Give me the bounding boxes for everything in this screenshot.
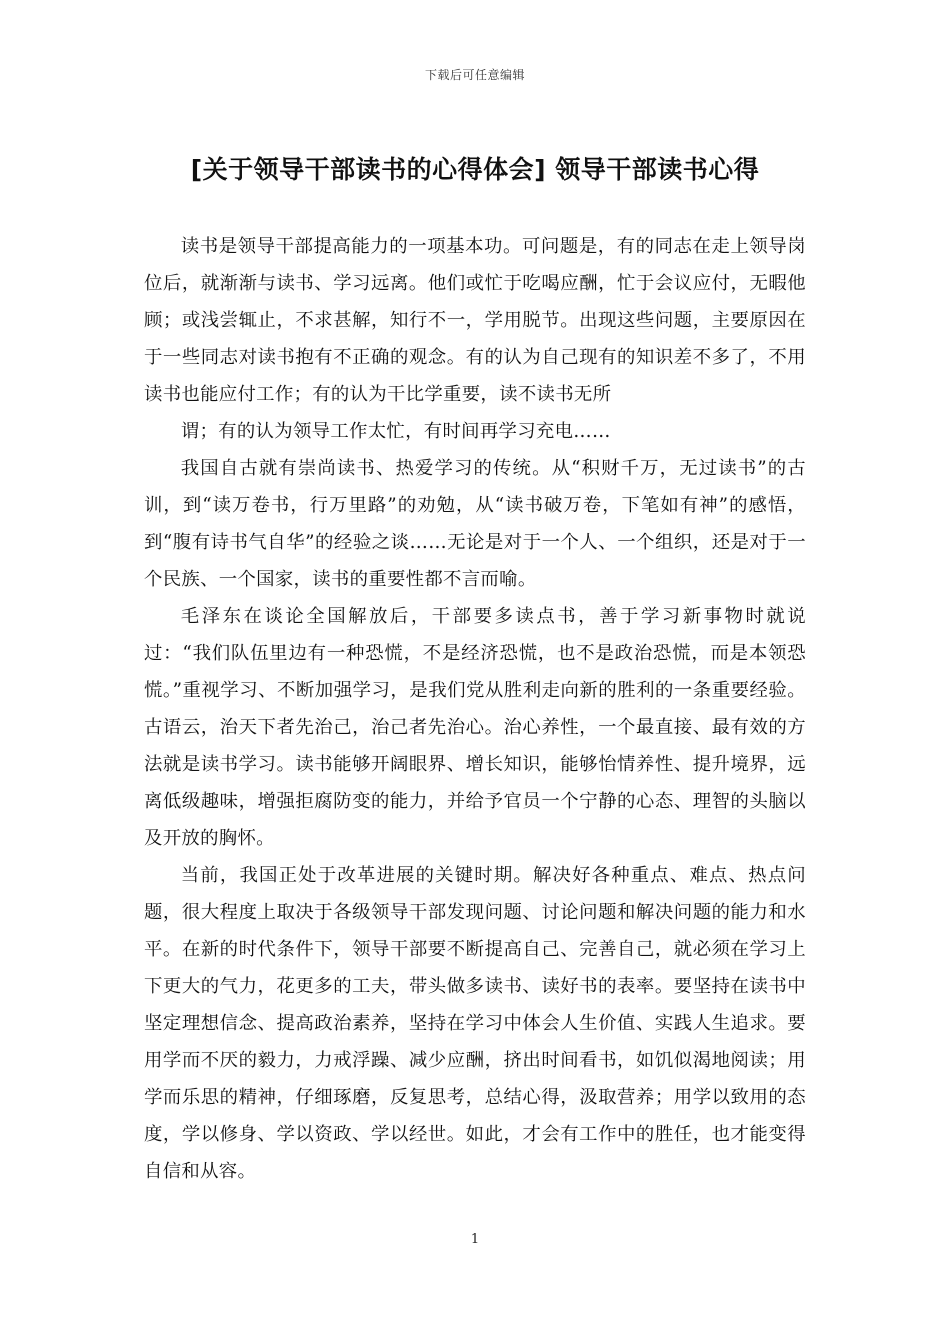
paragraph: 读书是领导干部提高能力的一项基本功。可问题是，有的同志在走上领导岗位后，就渐渐与读书、学习远离。他们或忙于吃喝应酬，忙于会议应付，无暇他顾；或浅尝辄止，不求甚解，知行不一，学用脱节。出现这些问题，主要原因在于一些同志对读书抱有不正确的观念。有的认为自己现有的知识差不多了，不用读书也能应付工作；有的认为干比学重要，读不读书无所 bbox=[144, 236, 806, 405]
header-note: 下载后可任意编辑 bbox=[424, 68, 525, 82]
paragraph: 我国自古就有崇尚读书、热爱学习的传统。从“积财千万，无过读书”的古训，到“读万卷书，行万里路”的劝勉，从“读书破万卷，下笔如有神”的感悟，到“腹有诗书气自华”的经验之谈……无论是对于一个人、一个组织，还是对于一个民族、一个国家，读书的重要性都不言而喻。 bbox=[144, 458, 806, 590]
paragraph: 当前，我国正处于改革进展的关键时期。解决好各种重点、难点、热点问题，很大程度上取决于各级领导干部发现问题、讨论问题和解决问题的能力和水平。在新的时代条件下，领导干部要不断提高自己、完善自己，就必须在学习上下更大的气力，花更多的工夫，带头做多读书、读好书的表率。要坚持在读书中坚定理想信念、提高政治素养，坚持在学习中体会人生价值、实践人生追求。要用学而不厌的毅力，力戒浮躁、减少应酬，挤出时间看书，如饥似渴地阅读；用学而乐思的精神，仔细琢磨，反复思考，总结心得，汲取营养；用学以致用的态度，学以修身、学以资政、学以经世。如此，才会有工作中的胜任，也才能变得自信和从容。 bbox=[144, 865, 806, 1182]
document-title: [关于领导干部读书的心得体会] 领导干部读书心得 bbox=[190, 155, 760, 184]
paragraph: 毛泽东在谈论全国解放后，干部要多读点书，善于学习新事物时就说过：“我们队伍里边有一种恐慌，不是经济恐慌，也不是政治恐慌，而是本领恐慌。”重视学习、不断加强学习，是我们党从胜利走向新的胜利的一条重要经验。古语云，治天下者先治己，治己者先治心。治心养性，一个最直接、最有效的方法就是读书学习。读书能够开阔眼界、增长知识，能够怡情养性、提升境界，远离低级趣味，增强拒腐防变的能力，并给予官员一个宁静的心态、理智的头脑以及开放的胸怀。 bbox=[144, 606, 806, 849]
document-body bbox=[144, 228, 806, 1190]
page-number: 1 bbox=[470, 1232, 480, 1247]
paragraph: 谓；有的认为领导工作太忙，有时间再学习充电…… bbox=[180, 421, 611, 442]
